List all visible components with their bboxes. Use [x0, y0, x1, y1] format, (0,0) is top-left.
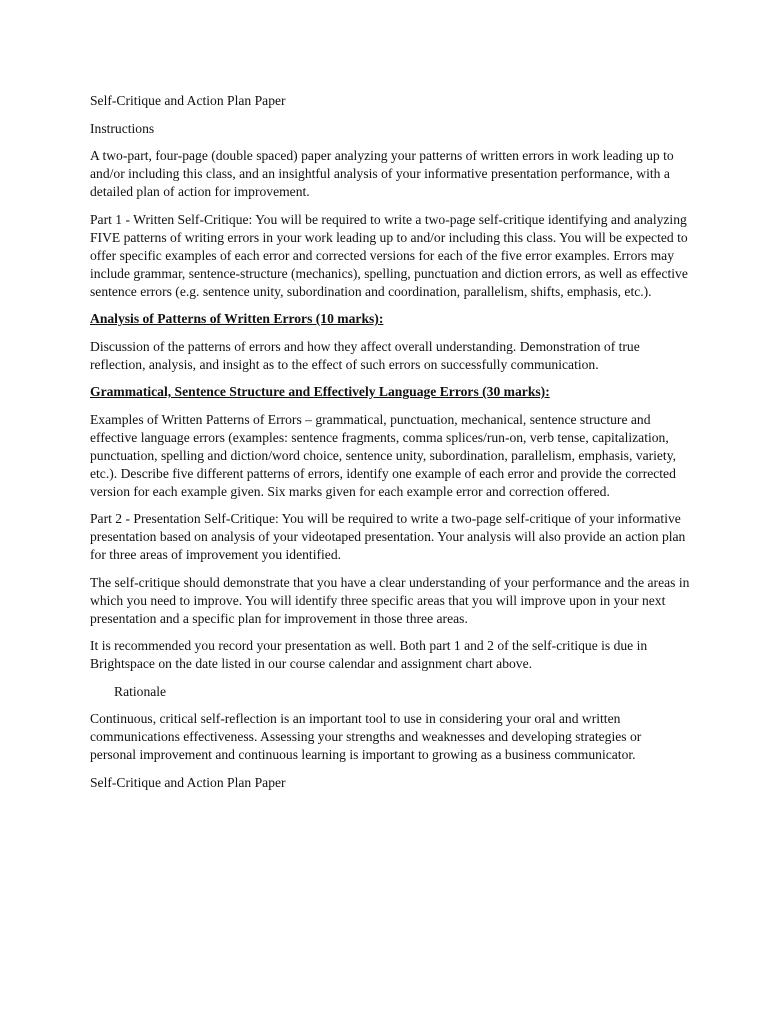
rationale-paragraph: Continuous, critical self-reflection is an important tool to use in considering your oral and written communications effectiveness. Assessing your strengths and weaknesses and developing strategies or personal improvement and continuous learning is important to growing as a business communicator. [90, 711, 642, 762]
intro-paragraph: A two-part, four-page (double spaced) paper analyzing your patterns of written errors in work leading up to and/or including this class, and an insightful analysis of your informative presentation performance, with a detailed plan of action for improvement. [90, 148, 674, 199]
grammar-heading: Grammatical, Sentence Structure and Effectively Language Errors (30 marks): [90, 384, 550, 399]
self-critique-paragraph: The self-critique should demonstrate that you have a clear understanding of your performance and the areas in which you need to improve. You will identify three specific areas that you will improve upon in your next presentation and a specific plan for improvement in those three areas. [90, 574, 690, 626]
document-body [90, 92, 690, 801]
grammar-paragraph: Examples of Written Patterns of Errors – grammatical, punctuation, mechanical, sentence structure and effective language errors (examples: sentence fragments, comma splices/run-on, verb tense, capitalization, punctuation, spelling and diction/word choice, sentence unity, subordination, parallelism, emphasis, variety, etc.). Describe five different patterns of errors, identify one example of each error and provide the corrected version for each example given. Six marks given for each example error and correction offered. [90, 411, 677, 499]
part2-paragraph: Part 2 - Presentation Self-Critique: You will be required to write a two-page self-critique of your informative presentation based on analysis of your videotaped presentation. Your analysis will also provide an action plan for three areas of improvement you identified. [90, 511, 686, 562]
document-title: Self-Critique and Action Plan Paper [90, 93, 286, 108]
rationale-label: Rationale [114, 683, 167, 699]
footer-title: Self-Critique and Action Plan Paper [90, 774, 286, 790]
part1-paragraph: Part 1 - Written Self-Critique: You will be required to write a two-page self-critique identifying and analyzing FIVE patterns of writing errors in your work leading up to and/or including this class. You will be expected to offer specific examples of each error and corrected versions for each of the five error examples. Errors may include grammar, sentence-structure (mechanics), spelling, punctuation and diction errors, as well as effective sentence errors (e.g. sentence unity, subordination and coordination, parallelism, shifts, emphasis, etc.). [90, 211, 688, 299]
recommend-paragraph: It is recommended you record your presentation as well. Both part 1 and 2 of the self-critique is due in Brightspace on the date listed in our course calendar and assignment chart above. [90, 638, 648, 671]
instructions-label: Instructions [90, 120, 155, 136]
analysis-paragraph: Discussion of the patterns of errors and how they affect overall understanding. Demonstration of true reflection, analysis, and insight as to the effect of such errors on successfully communication. [90, 338, 640, 372]
analysis-heading: Analysis of Patterns of Written Errors (10 marks): [90, 311, 384, 326]
